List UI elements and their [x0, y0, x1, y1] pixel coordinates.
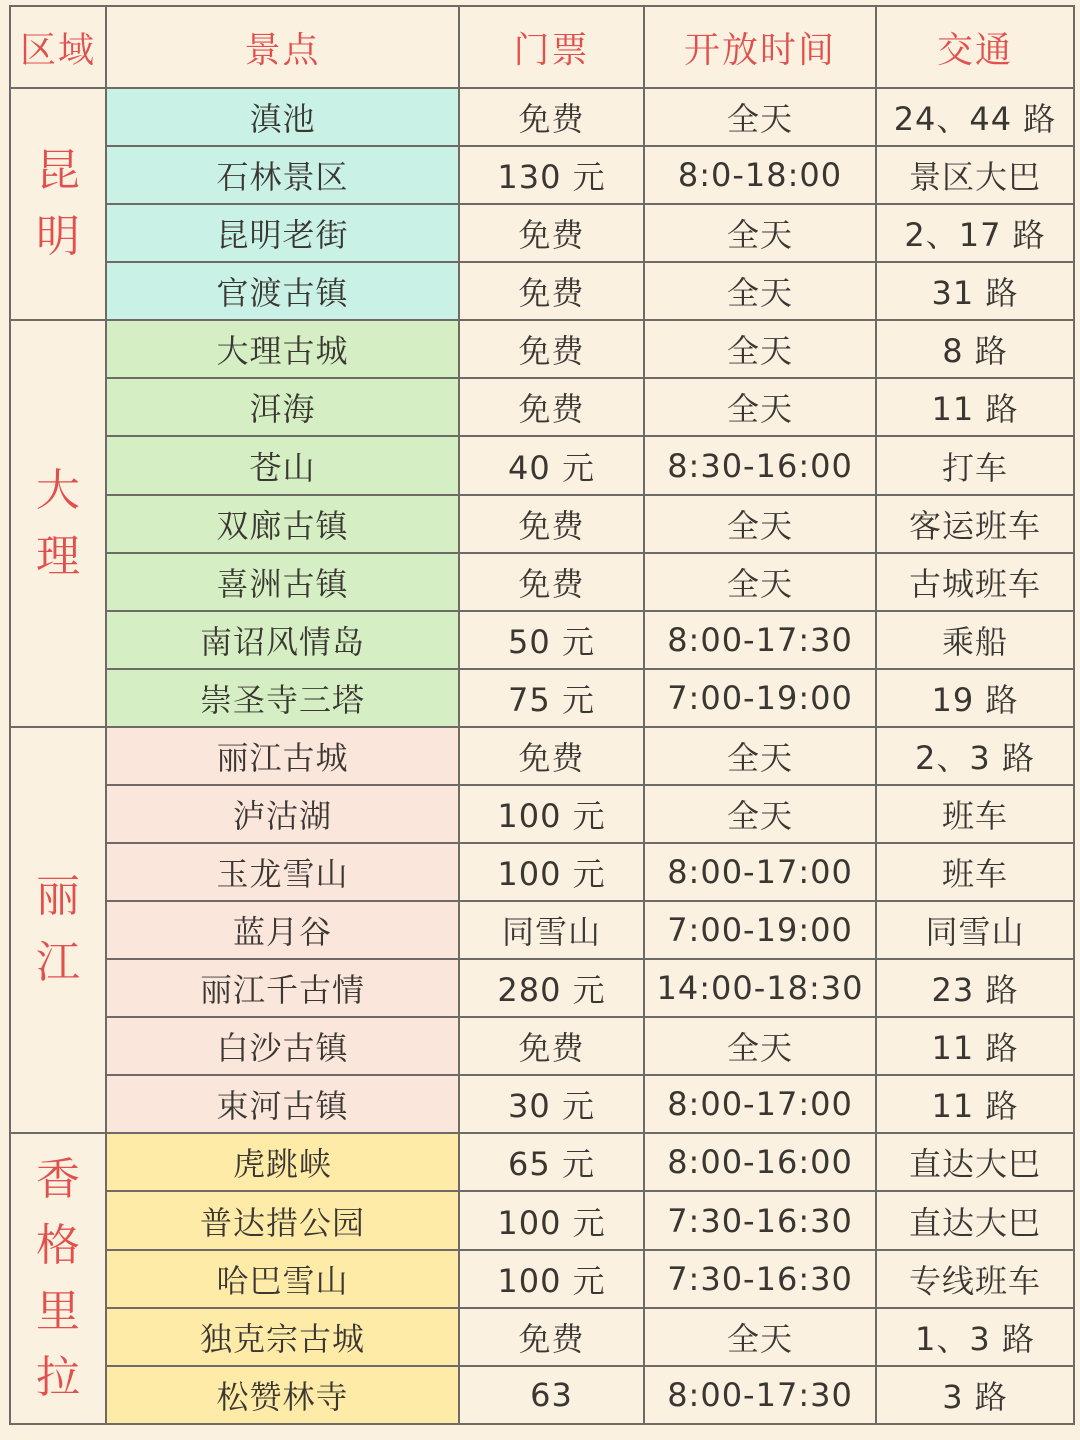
spot-cell: 蓝月谷 — [106, 901, 459, 959]
region-label: 丽江 — [36, 871, 80, 989]
hours-cell: 8:00-17:00 — [644, 1075, 876, 1133]
transport-cell: 直达大巴 — [876, 1133, 1074, 1191]
ticket-cell: 免费 — [459, 727, 644, 785]
transport-cell: 专线班车 — [876, 1250, 1074, 1308]
ticket-cell: 100 元 — [459, 843, 644, 901]
spot-cell: 大理古城 — [106, 320, 459, 378]
hours-cell: 8:00-17:30 — [644, 1366, 876, 1424]
ticket-cell: 免费 — [459, 262, 644, 320]
table-row — [10, 959, 1074, 1017]
spot-cell: 松赞林寺 — [106, 1366, 459, 1424]
header-spot: 景点 — [106, 6, 459, 88]
spot-cell: 南诏风情岛 — [106, 611, 459, 669]
transport-cell: 同雪山 — [876, 901, 1074, 959]
transport-cell: 班车 — [876, 785, 1074, 843]
transport-cell: 11 路 — [876, 1017, 1074, 1075]
ticket-cell: 100 元 — [459, 1250, 644, 1308]
transport-cell: 景区大巴 — [876, 146, 1074, 204]
table-row — [10, 553, 1074, 611]
transport-cell: 23 路 — [876, 959, 1074, 1017]
table-row — [10, 146, 1074, 204]
transport-cell: 乘船 — [876, 611, 1074, 669]
spot-cell: 丽江千古情 — [106, 959, 459, 1017]
ticket-cell: 280 元 — [459, 959, 644, 1017]
table-row — [10, 262, 1074, 320]
transport-cell: 11 路 — [876, 1075, 1074, 1133]
region-label: 昆明 — [36, 145, 80, 263]
transport-cell: 24、44 路 — [876, 88, 1074, 146]
header-row — [10, 6, 1074, 88]
table-row — [10, 436, 1074, 494]
table-row — [10, 320, 1074, 378]
table-row — [10, 901, 1074, 959]
hours-cell: 全天 — [644, 204, 876, 262]
spot-cell: 崇圣寺三塔 — [106, 669, 459, 727]
hours-cell: 全天 — [644, 262, 876, 320]
spot-cell: 洱海 — [106, 378, 459, 436]
ticket-cell: 免费 — [459, 88, 644, 146]
spot-cell: 泸沽湖 — [106, 785, 459, 843]
ticket-cell: 75 元 — [459, 669, 644, 727]
hours-cell: 全天 — [644, 88, 876, 146]
table-row — [10, 1191, 1074, 1249]
hours-cell: 全天 — [644, 320, 876, 378]
transport-cell: 31 路 — [876, 262, 1074, 320]
hours-cell: 7:00-19:00 — [644, 669, 876, 727]
spot-cell: 虎跳峡 — [106, 1133, 459, 1191]
table-row — [10, 1133, 1074, 1191]
ticket-cell: 免费 — [459, 1017, 644, 1075]
region-label: 大理 — [36, 464, 80, 582]
ticket-cell: 100 元 — [459, 785, 644, 843]
table-row — [10, 378, 1074, 436]
spot-cell: 白沙古镇 — [106, 1017, 459, 1075]
spot-cell: 独克宗古城 — [106, 1308, 459, 1366]
hours-cell: 7:30-16:30 — [644, 1191, 876, 1249]
table-row — [10, 495, 1074, 553]
spot-cell: 哈巴雪山 — [106, 1250, 459, 1308]
hours-cell: 8:0-18:00 — [644, 146, 876, 204]
table-row — [10, 1075, 1074, 1133]
transport-cell: 直达大巴 — [876, 1191, 1074, 1249]
table-row — [10, 1366, 1074, 1424]
ticket-cell: 130 元 — [459, 146, 644, 204]
ticket-cell: 40 元 — [459, 436, 644, 494]
table-row — [10, 204, 1074, 262]
attractions-table — [9, 5, 1075, 1425]
ticket-cell: 30 元 — [459, 1075, 644, 1133]
transport-cell: 8 路 — [876, 320, 1074, 378]
spot-cell: 官渡古镇 — [106, 262, 459, 320]
transport-cell: 客运班车 — [876, 495, 1074, 553]
transport-cell: 2、17 路 — [876, 204, 1074, 262]
hours-cell: 8:30-16:00 — [644, 436, 876, 494]
ticket-cell: 65 元 — [459, 1133, 644, 1191]
transport-cell: 3 路 — [876, 1366, 1074, 1424]
hours-cell: 7:30-16:30 — [644, 1250, 876, 1308]
ticket-cell: 63 — [459, 1366, 644, 1424]
ticket-cell: 免费 — [459, 204, 644, 262]
spot-cell: 滇池 — [106, 88, 459, 146]
region-cell — [10, 727, 106, 1134]
header-hours: 开放时间 — [644, 6, 876, 88]
table-row — [10, 843, 1074, 901]
table-row — [10, 88, 1074, 146]
ticket-cell: 免费 — [459, 553, 644, 611]
region-label: 香格里拉 — [36, 1153, 80, 1403]
header-ticket: 门票 — [459, 6, 644, 88]
hours-cell: 全天 — [644, 727, 876, 785]
table-row — [10, 785, 1074, 843]
table-row — [10, 669, 1074, 727]
ticket-cell: 免费 — [459, 1308, 644, 1366]
spot-cell: 苍山 — [106, 436, 459, 494]
transport-cell: 19 路 — [876, 669, 1074, 727]
ticket-cell: 50 元 — [459, 611, 644, 669]
header-region: 区域 — [10, 6, 106, 88]
hours-cell: 全天 — [644, 495, 876, 553]
transport-cell: 1、3 路 — [876, 1308, 1074, 1366]
hours-cell: 全天 — [644, 378, 876, 436]
table-row — [10, 1308, 1074, 1366]
transport-cell: 打车 — [876, 436, 1074, 494]
spot-cell: 喜洲古镇 — [106, 553, 459, 611]
spot-cell: 普达措公园 — [106, 1191, 459, 1249]
spot-cell: 石林景区 — [106, 146, 459, 204]
hours-cell: 8:00-17:00 — [644, 843, 876, 901]
hours-cell: 全天 — [644, 553, 876, 611]
spot-cell: 双廊古镇 — [106, 495, 459, 553]
spot-cell: 束河古镇 — [106, 1075, 459, 1133]
hours-cell: 全天 — [644, 1017, 876, 1075]
spot-cell: 丽江古城 — [106, 727, 459, 785]
hours-cell: 7:00-19:00 — [644, 901, 876, 959]
transport-cell: 班车 — [876, 843, 1074, 901]
header-transport: 交通 — [876, 6, 1074, 88]
hours-cell: 14:00-18:30 — [644, 959, 876, 1017]
ticket-cell: 100 元 — [459, 1191, 644, 1249]
table-row — [10, 1017, 1074, 1075]
region-cell — [10, 88, 106, 320]
ticket-cell: 免费 — [459, 495, 644, 553]
region-cell — [10, 1133, 106, 1424]
hours-cell: 8:00-17:30 — [644, 611, 876, 669]
hours-cell: 全天 — [644, 785, 876, 843]
transport-cell: 11 路 — [876, 378, 1074, 436]
table-row — [10, 1250, 1074, 1308]
transport-cell: 2、3 路 — [876, 727, 1074, 785]
region-cell — [10, 320, 106, 727]
spot-cell: 玉龙雪山 — [106, 843, 459, 901]
ticket-cell: 同雪山 — [459, 901, 644, 959]
table-row — [10, 611, 1074, 669]
ticket-cell: 免费 — [459, 320, 644, 378]
transport-cell: 古城班车 — [876, 553, 1074, 611]
spot-cell: 昆明老街 — [106, 204, 459, 262]
hours-cell: 全天 — [644, 1308, 876, 1366]
hours-cell: 8:00-16:00 — [644, 1133, 876, 1191]
ticket-cell: 免费 — [459, 378, 644, 436]
table-row — [10, 727, 1074, 785]
